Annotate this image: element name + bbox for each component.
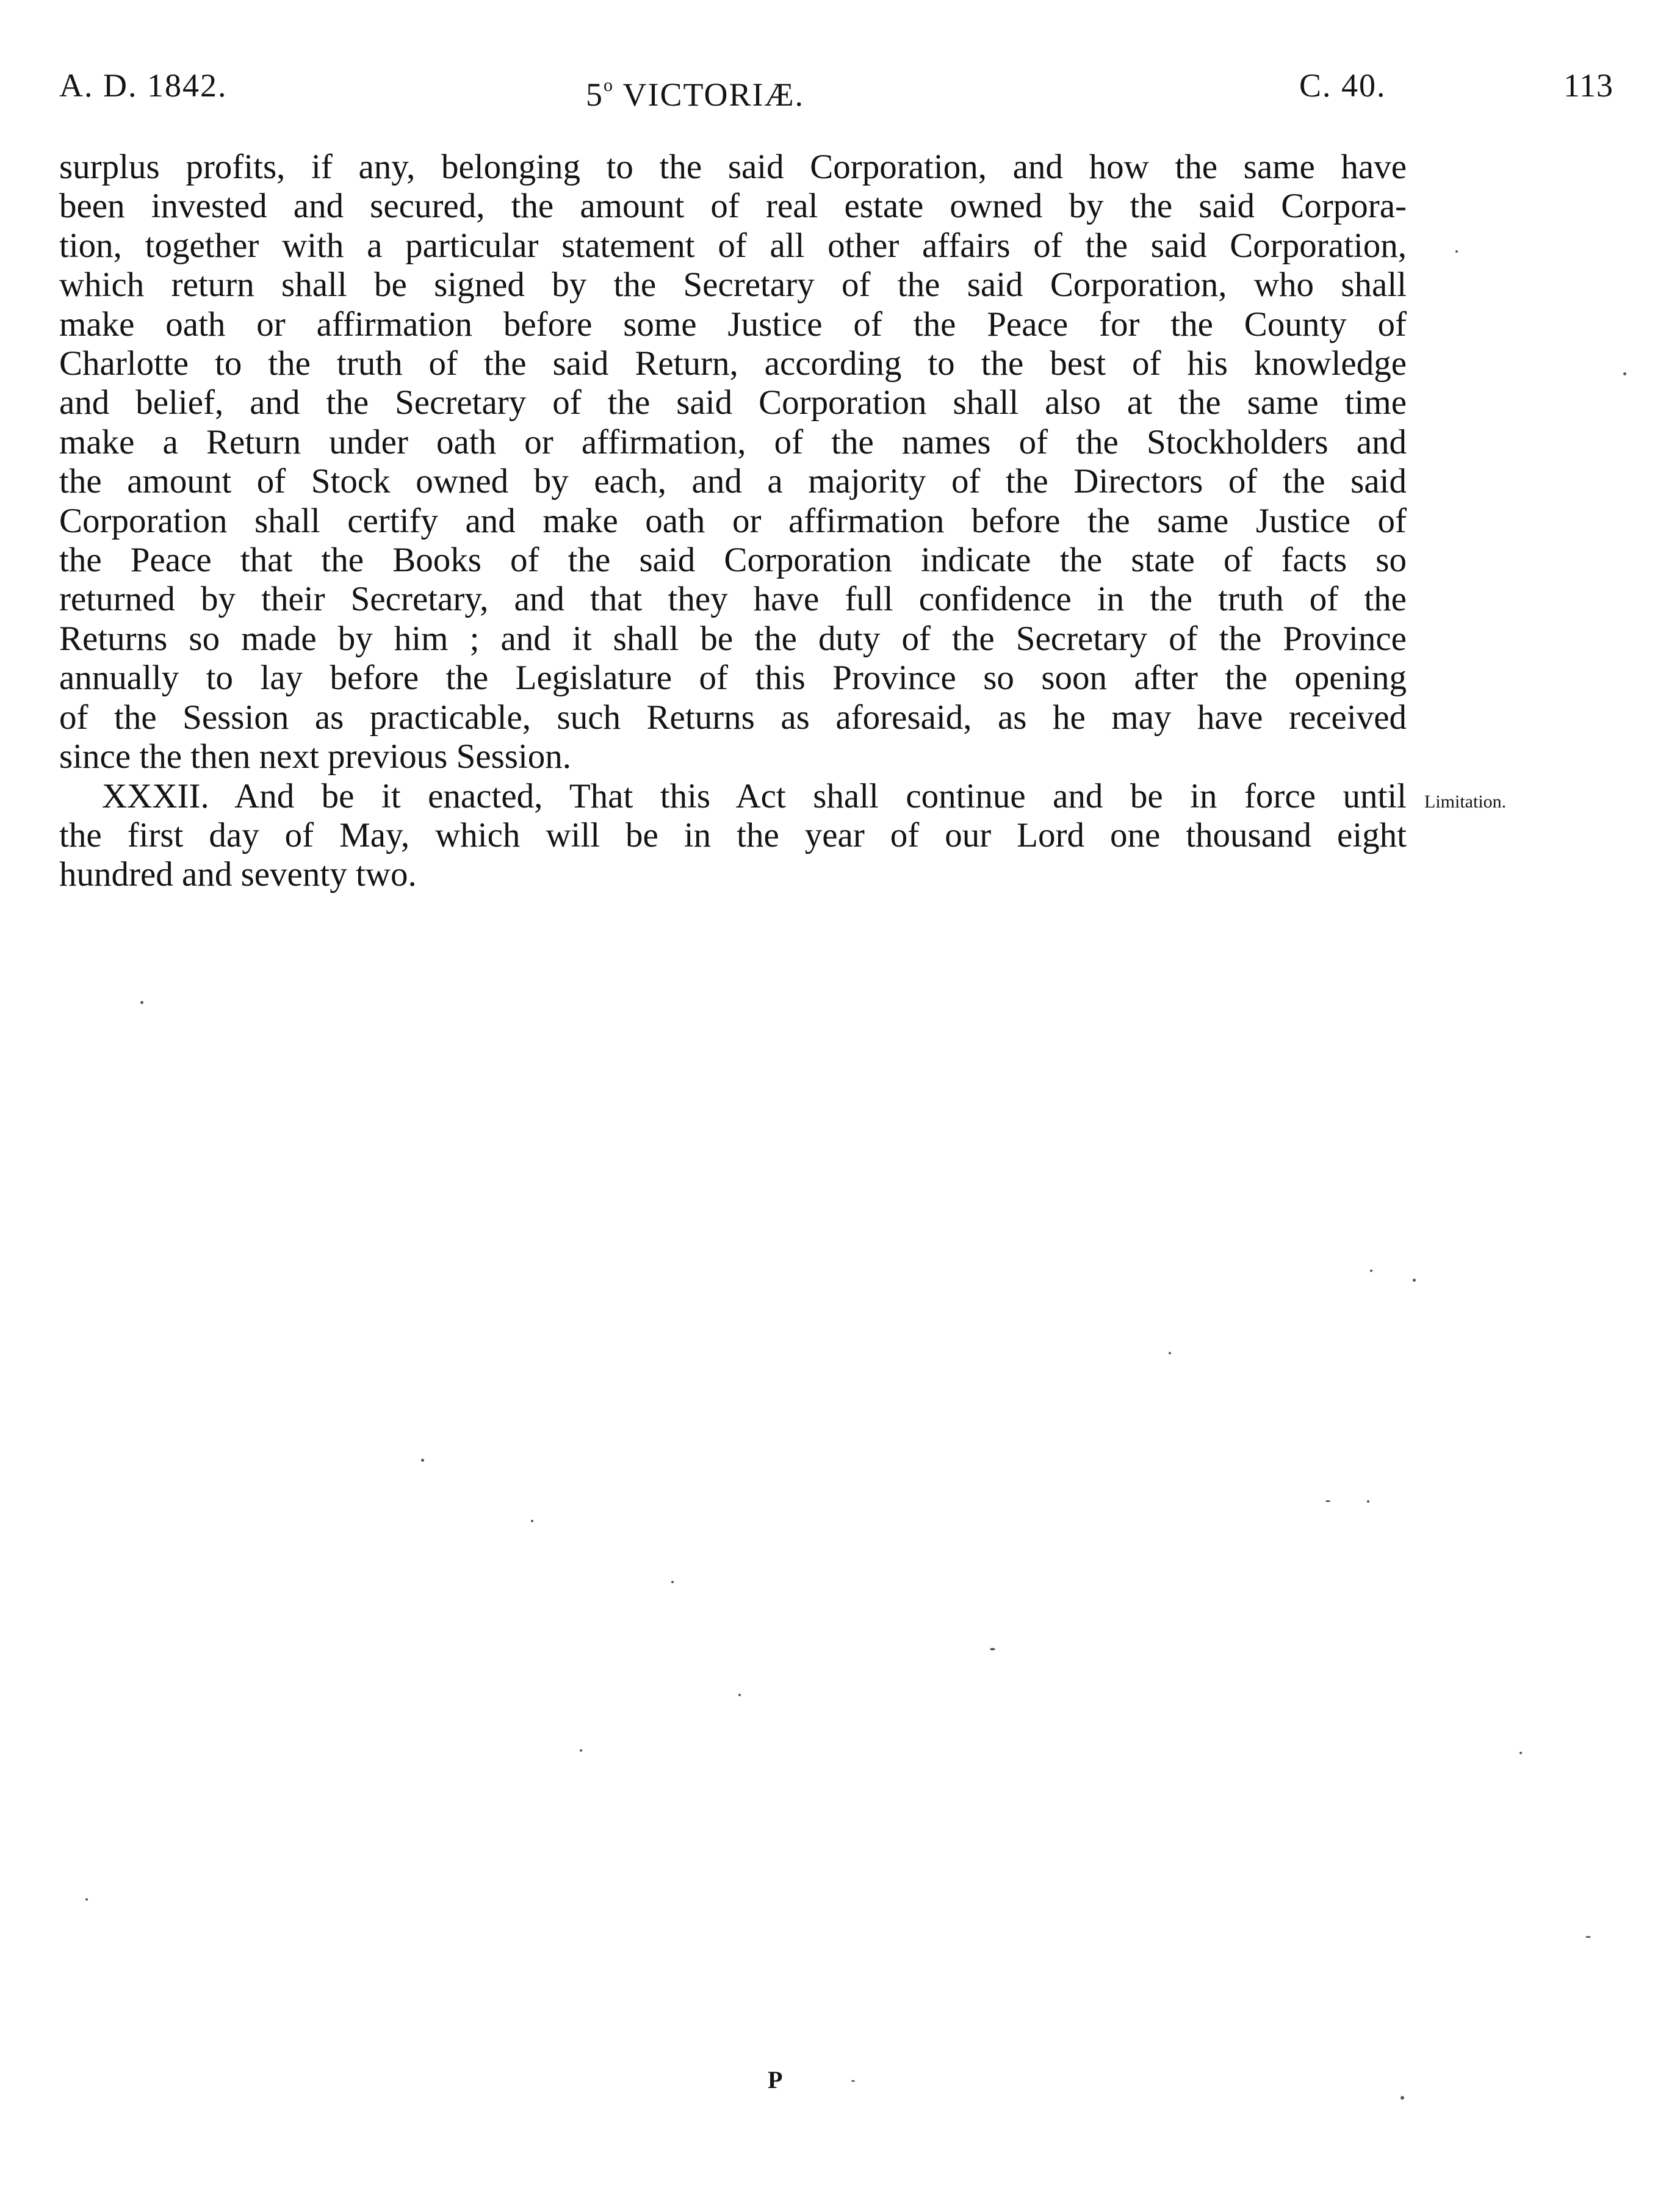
- text-line: Returns so made by him ; and it shall be the duty of the Secretary of the Province: [59, 619, 1407, 658]
- text-line: since the then next previous Session.: [59, 737, 572, 776]
- text-line: surplus profits, if any, belonging to the said Corporation, and how the same have: [59, 148, 1407, 186]
- text-line: Charlotte to the truth of the said Return, according to the best of his knowledge: [59, 344, 1407, 383]
- text-line: make a Return under oath or affirmation, of the names of the Stockholders and: [59, 422, 1407, 461]
- scan-speck: [671, 1581, 674, 1583]
- text-line: XXXII. And be it enacted, That this Act shall continue and be in force until: [102, 776, 1407, 815]
- scan-speck: [1367, 1500, 1369, 1503]
- running-head-reign: [586, 58, 804, 113]
- scan-speck: [1413, 1279, 1416, 1282]
- section-xxxii: [59, 777, 1407, 895]
- paragraph-continued: [59, 148, 1407, 777]
- text-line: make oath or affirmation before some Justice of the Peace for the County of: [59, 305, 1407, 344]
- reign-name: VICTORIÆ.: [614, 76, 805, 113]
- text-line: the first day of May, which will be in the year of our Lord one thousand eight: [59, 815, 1407, 854]
- text-line: of the Session as practicable, such Returns as aforesaid, as he may have received: [59, 698, 1407, 737]
- scan-speck: [421, 1459, 424, 1462]
- scan-speck: [738, 1694, 741, 1696]
- scan-speck: [1169, 1352, 1171, 1354]
- reign-superscript: o: [604, 75, 614, 95]
- scan-speck: [140, 1001, 143, 1004]
- text-line: the amount of Stock owned by each, and a majority of the Directors of the said: [59, 462, 1407, 501]
- text-line: which return shall be signed by the Secretary of the said Corporation, who shall: [59, 266, 1407, 305]
- marginal-note: Limitation.: [1424, 792, 1507, 812]
- text-line: hundred and seventy two.: [59, 855, 417, 894]
- scan-speck: [1325, 1500, 1330, 1502]
- reign-prefix: 5: [586, 76, 604, 113]
- text-line: tion, together with a particular statement of all other affairs of the said Corporation,: [59, 226, 1407, 265]
- scan-speck: [851, 2080, 855, 2082]
- signature-mark: P: [768, 2066, 783, 2094]
- text-line: returned by their Secretary, and that they have full confidence in the truth of the: [59, 580, 1407, 619]
- scan-speck: [1623, 372, 1626, 375]
- running-head-year: A. D. 1842.: [59, 67, 228, 104]
- running-head-chapter: C. 40.: [1299, 67, 1386, 104]
- scan-speck: [1585, 1936, 1591, 1938]
- scan-speck: [1401, 2096, 1404, 2100]
- text-line: annually to lay before the Legislature of this Province so soon after the opening: [59, 659, 1407, 698]
- scan-speck: [1520, 1752, 1522, 1754]
- scan-speck: [85, 1898, 88, 1901]
- scan-speck: [1455, 250, 1458, 253]
- scan-speck: [580, 1749, 582, 1752]
- text-line: Corporation shall certify and make oath or affirmation before the same Justice of: [59, 501, 1407, 540]
- text-line: the Peace that the Books of the said Corporation indicate the state of facts so: [59, 541, 1407, 580]
- text-line: been invested and secured, the amount of real estate owned by the said Corpora-: [59, 187, 1407, 226]
- scan-speck: [531, 1520, 533, 1522]
- text-line: and belief, and the Secretary of the said Corporation shall also at the same time: [59, 383, 1407, 422]
- scan-speck: [990, 1648, 995, 1650]
- page-number: 113: [1563, 67, 1613, 104]
- body-text: [59, 148, 1407, 895]
- scan-speck: [1370, 1270, 1372, 1272]
